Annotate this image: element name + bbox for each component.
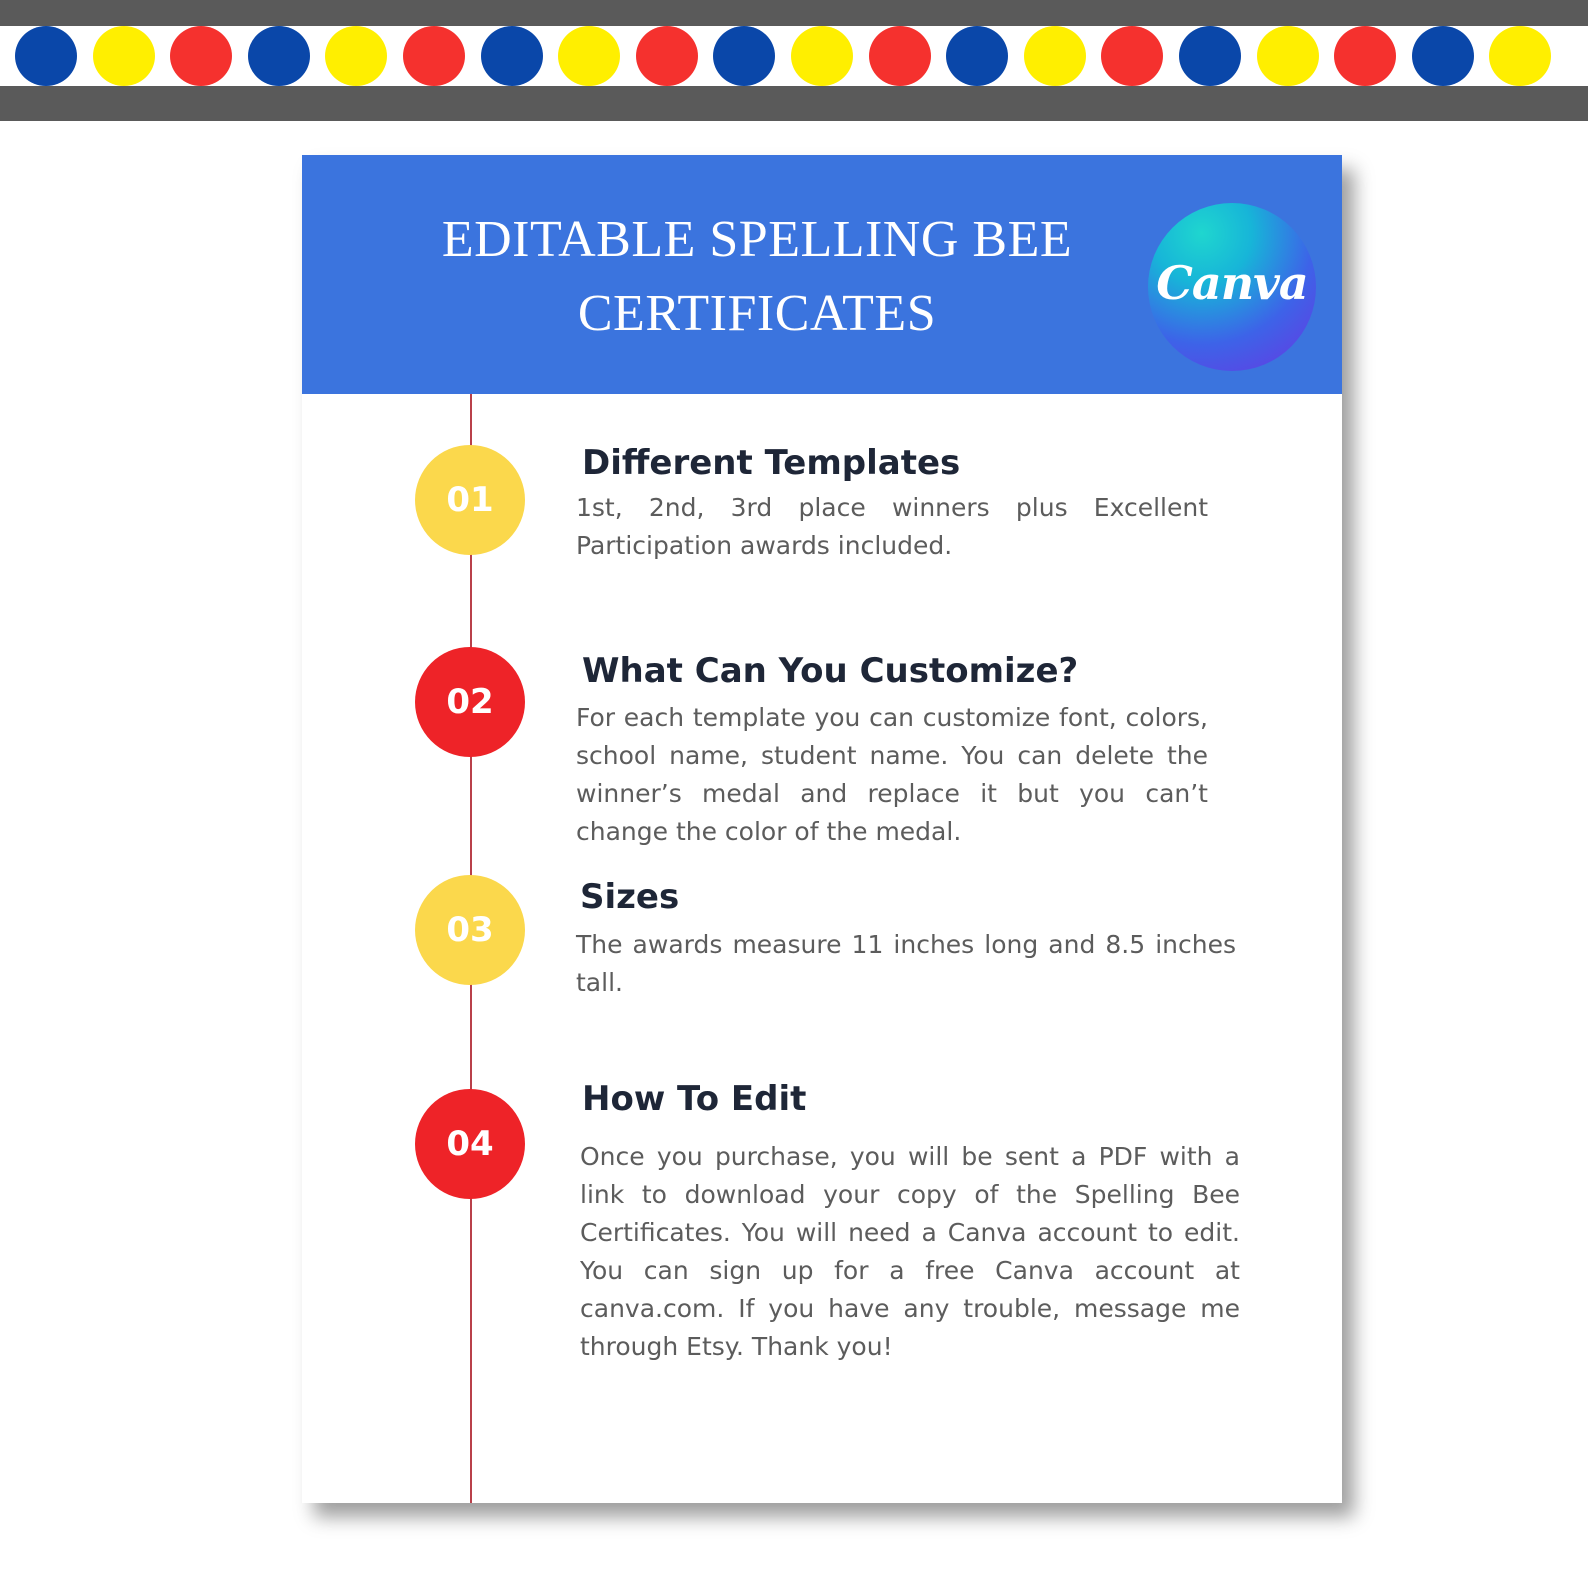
border-dot-yellow: [1024, 26, 1086, 86]
border-dot-red: [636, 26, 698, 86]
canva-logo-text: Canva: [1156, 256, 1308, 310]
step-title-sizes: Sizes: [580, 877, 680, 917]
step-number-01: 01: [415, 445, 525, 555]
border-dot-red: [1101, 26, 1163, 86]
border-dot-yellow: [93, 26, 155, 86]
step-number-04: 04: [415, 1089, 525, 1199]
canva-logo: [1148, 203, 1316, 371]
border-dot-blue: [15, 26, 77, 86]
border-dot-yellow: [325, 26, 387, 86]
step-title-different-templates: Different Templates: [582, 443, 961, 483]
step-number-02: 02: [415, 647, 525, 757]
border-dot-blue: [481, 26, 543, 86]
step-text-how-to-edit: Once you purchase, you will be sent a PDF with a link to download your copy of the Spelling Bee Certificates. You will need a Canva account to edit. You can sign up for a free Canva account at canva.com. If you have any trouble, message me through Etsy. Thank you!: [580, 1142, 1240, 1361]
step-text-different-templates: 1st, 2nd, 3rd place winners plus Excellent Participation awards included.: [576, 493, 1208, 560]
border-dot-red: [1334, 26, 1396, 86]
border-dot-blue: [946, 26, 1008, 86]
step-text-customize: For each template you can customize font, colors, school name, student name. You can delete the winner’s medal and replace it but you can’t change the color of the medal.: [576, 703, 1208, 846]
page-title: [387, 203, 1127, 351]
title-line-1: EDITABLE SPELLING BEE: [441, 211, 1073, 268]
border-dot-yellow: [1489, 26, 1551, 86]
step-number-03: 03: [415, 875, 525, 985]
step-text-sizes: The awards measure 11 inches long and 8.5 inches tall.: [576, 930, 1236, 997]
border-dot-blue: [248, 26, 310, 86]
step-title-how-to-edit: How To Edit: [582, 1079, 807, 1119]
border-bar-top: [0, 0, 1588, 26]
certificate-info-page: [302, 155, 1342, 1503]
border-dot-blue: [713, 26, 775, 86]
step-title-customize: What Can You Customize?: [582, 651, 1079, 691]
border-dot-blue: [1179, 26, 1241, 86]
border-dot-yellow: [791, 26, 853, 86]
dot-border: [0, 0, 1588, 121]
page-header: [302, 155, 1342, 394]
border-dot-yellow: [1257, 26, 1319, 86]
border-dot-red: [170, 26, 232, 86]
border-dot-blue: [1412, 26, 1474, 86]
border-dot-red: [403, 26, 465, 86]
border-dot-yellow: [558, 26, 620, 86]
title-line-2: CERTIFICATES: [577, 285, 937, 342]
border-bar-bottom: [0, 86, 1588, 121]
border-dot-red: [869, 26, 931, 86]
